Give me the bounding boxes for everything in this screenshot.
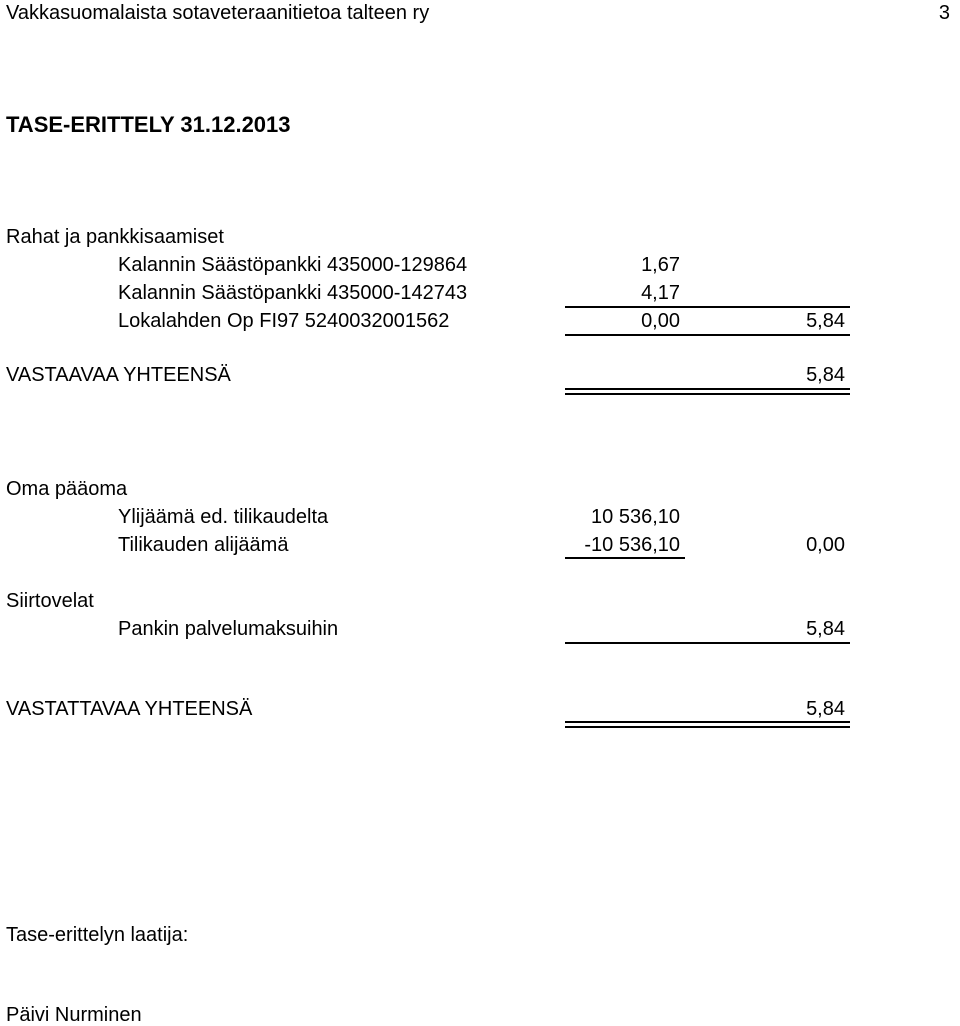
asset-row-label: Lokalahden Op FI97 5240032001562	[118, 310, 450, 332]
underline	[565, 642, 850, 644]
double-underline-bottom	[565, 726, 850, 728]
organization-name: Vakkasuomalaista sotaveteraanitietoa talteen ry	[6, 2, 430, 24]
underline	[565, 557, 685, 559]
prepared-by-name: Päivi Nurminen	[6, 1004, 142, 1026]
section-oma-paaoma: Oma pääoma	[6, 478, 128, 500]
asset-row-amount: 4,17	[641, 282, 680, 304]
equity-row-amount: -10 536,10	[584, 534, 680, 556]
accrual-row-label: Pankin palvelumaksuihin	[118, 618, 339, 640]
double-underline-top	[565, 388, 850, 390]
equity-subtotal: 0,00	[806, 534, 845, 556]
prepared-by-label: Tase-erittelyn laatija:	[6, 924, 189, 946]
underline	[565, 334, 850, 336]
assets-total-value: 5,84	[806, 364, 845, 386]
equity-row-label: Ylijäämä ed. tilikaudelta	[118, 506, 329, 528]
asset-row-label: Kalannin Säästöpankki 435000-142743	[118, 282, 468, 304]
section-siirtovelat: Siirtovelat	[6, 590, 94, 612]
double-underline-bottom	[565, 393, 850, 395]
underline	[565, 306, 850, 308]
asset-row-label: Kalannin Säästöpankki 435000-129864	[118, 254, 468, 276]
equity-row-amount: 10 536,10	[591, 506, 680, 528]
assets-total-label: VASTAAVAA YHTEENSÄ	[6, 364, 231, 386]
asset-row-amount: 1,67	[641, 254, 680, 276]
equity-row-label: Tilikauden alijäämä	[118, 534, 289, 556]
liabilities-total-label: VASTATTAVAA YHTEENSÄ	[6, 698, 253, 720]
section-rahat: Rahat ja pankkisaamiset	[6, 226, 224, 248]
asset-subtotal: 5,84	[806, 310, 845, 332]
accrual-subtotal: 5,84	[806, 618, 845, 640]
double-underline-top	[565, 721, 850, 723]
asset-row-amount: 0,00	[641, 310, 680, 332]
liabilities-total-value: 5,84	[806, 698, 845, 720]
page-number: 3	[938, 2, 950, 24]
document-title: TASE-ERITTELY 31.12.2013	[6, 112, 291, 137]
